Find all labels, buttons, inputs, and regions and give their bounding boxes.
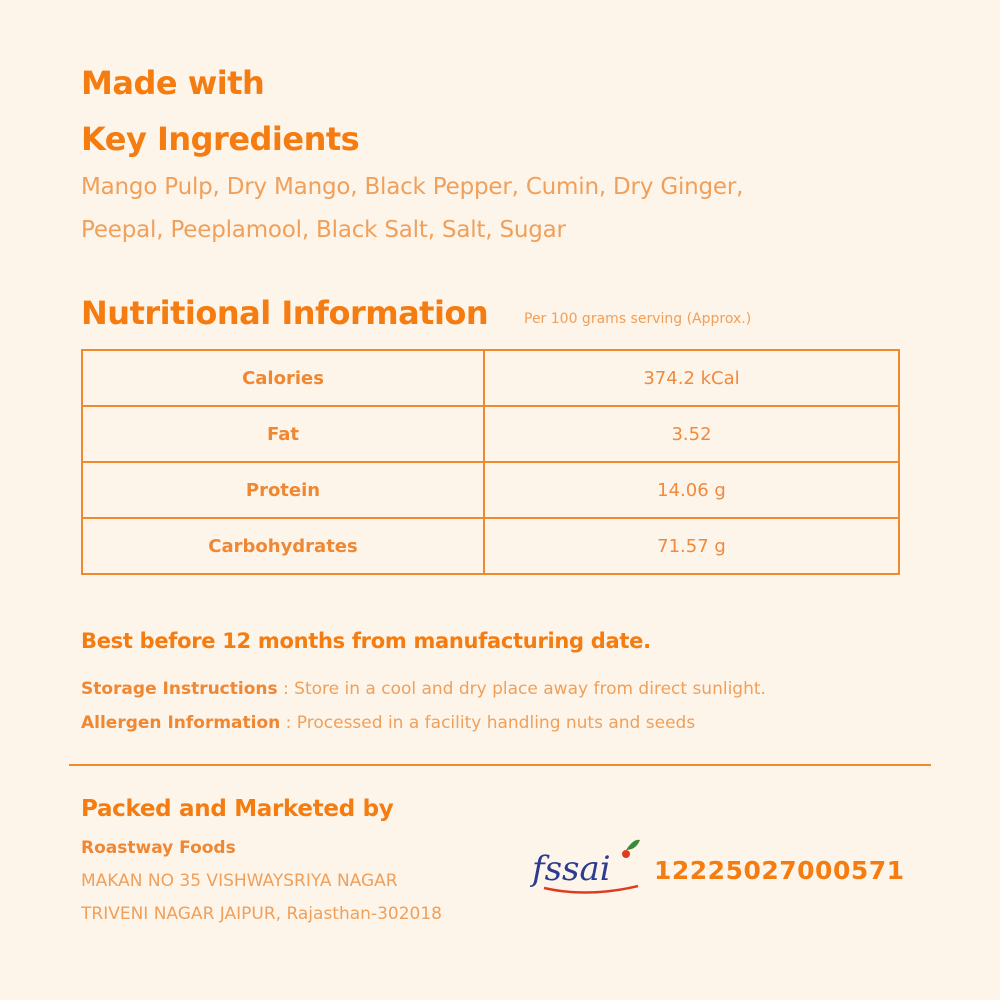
address-line2: TRIVENI NAGAR JAIPUR, Rajasthan-302018 bbox=[81, 904, 442, 924]
fssai-logo bbox=[530, 836, 642, 898]
nutrient-label: Calories bbox=[82, 350, 484, 406]
fssai-logo-icon bbox=[530, 836, 642, 898]
nutrient-label: Protein bbox=[82, 462, 484, 518]
fssai-license-number: 12225027000571 bbox=[654, 856, 905, 885]
table-row bbox=[82, 406, 899, 462]
company-name: Roastway Foods bbox=[81, 838, 236, 858]
allergen-information bbox=[81, 713, 695, 733]
nutrient-value: 374.2 kCal bbox=[484, 350, 899, 406]
address-line1: MAKAN NO 35 VISHWAYSRIYA NAGAR bbox=[81, 871, 398, 891]
packer-heading: Packed and Marketed by bbox=[81, 796, 394, 822]
nutrient-label: Carbohydrates bbox=[82, 518, 484, 574]
nutrient-value: 3.52 bbox=[484, 406, 899, 462]
fssai-logo-text: fssai bbox=[532, 849, 611, 889]
section-divider bbox=[69, 764, 931, 766]
table-row bbox=[82, 350, 899, 406]
storage-label: Storage Instructions bbox=[81, 679, 278, 699]
storage-text: : Store in a cool and dry place away from direct sunlight. bbox=[277, 679, 766, 699]
nutrition-heading: Nutritional Information bbox=[81, 294, 489, 332]
ingredients-list-line2: Peepal, Peeplamool, Black Salt, Salt, Sugar bbox=[81, 217, 566, 243]
ingredients-list-line1: Mango Pulp, Dry Mango, Black Pepper, Cumin, Dry Ginger, bbox=[81, 174, 744, 200]
nutrition-table bbox=[81, 349, 900, 575]
serving-note: Per 100 grams serving (Approx.) bbox=[524, 311, 752, 327]
nutrient-label: Fat bbox=[82, 406, 484, 462]
ingredients-heading-line1: Made with bbox=[81, 64, 265, 102]
allergen-text: : Processed in a facility handling nuts and seeds bbox=[280, 713, 696, 733]
ingredients-list bbox=[81, 166, 743, 252]
table-row bbox=[82, 518, 899, 574]
allergen-label: Allergen Information bbox=[81, 713, 281, 733]
table-row bbox=[82, 462, 899, 518]
shelf-life-text: Best before 12 months from manufacturing date. bbox=[81, 629, 651, 653]
ingredients-heading-line2: Key Ingredients bbox=[81, 120, 360, 158]
nutrient-value: 14.06 g bbox=[484, 462, 899, 518]
storage-instructions bbox=[81, 679, 766, 699]
nutrient-value: 71.57 g bbox=[484, 518, 899, 574]
